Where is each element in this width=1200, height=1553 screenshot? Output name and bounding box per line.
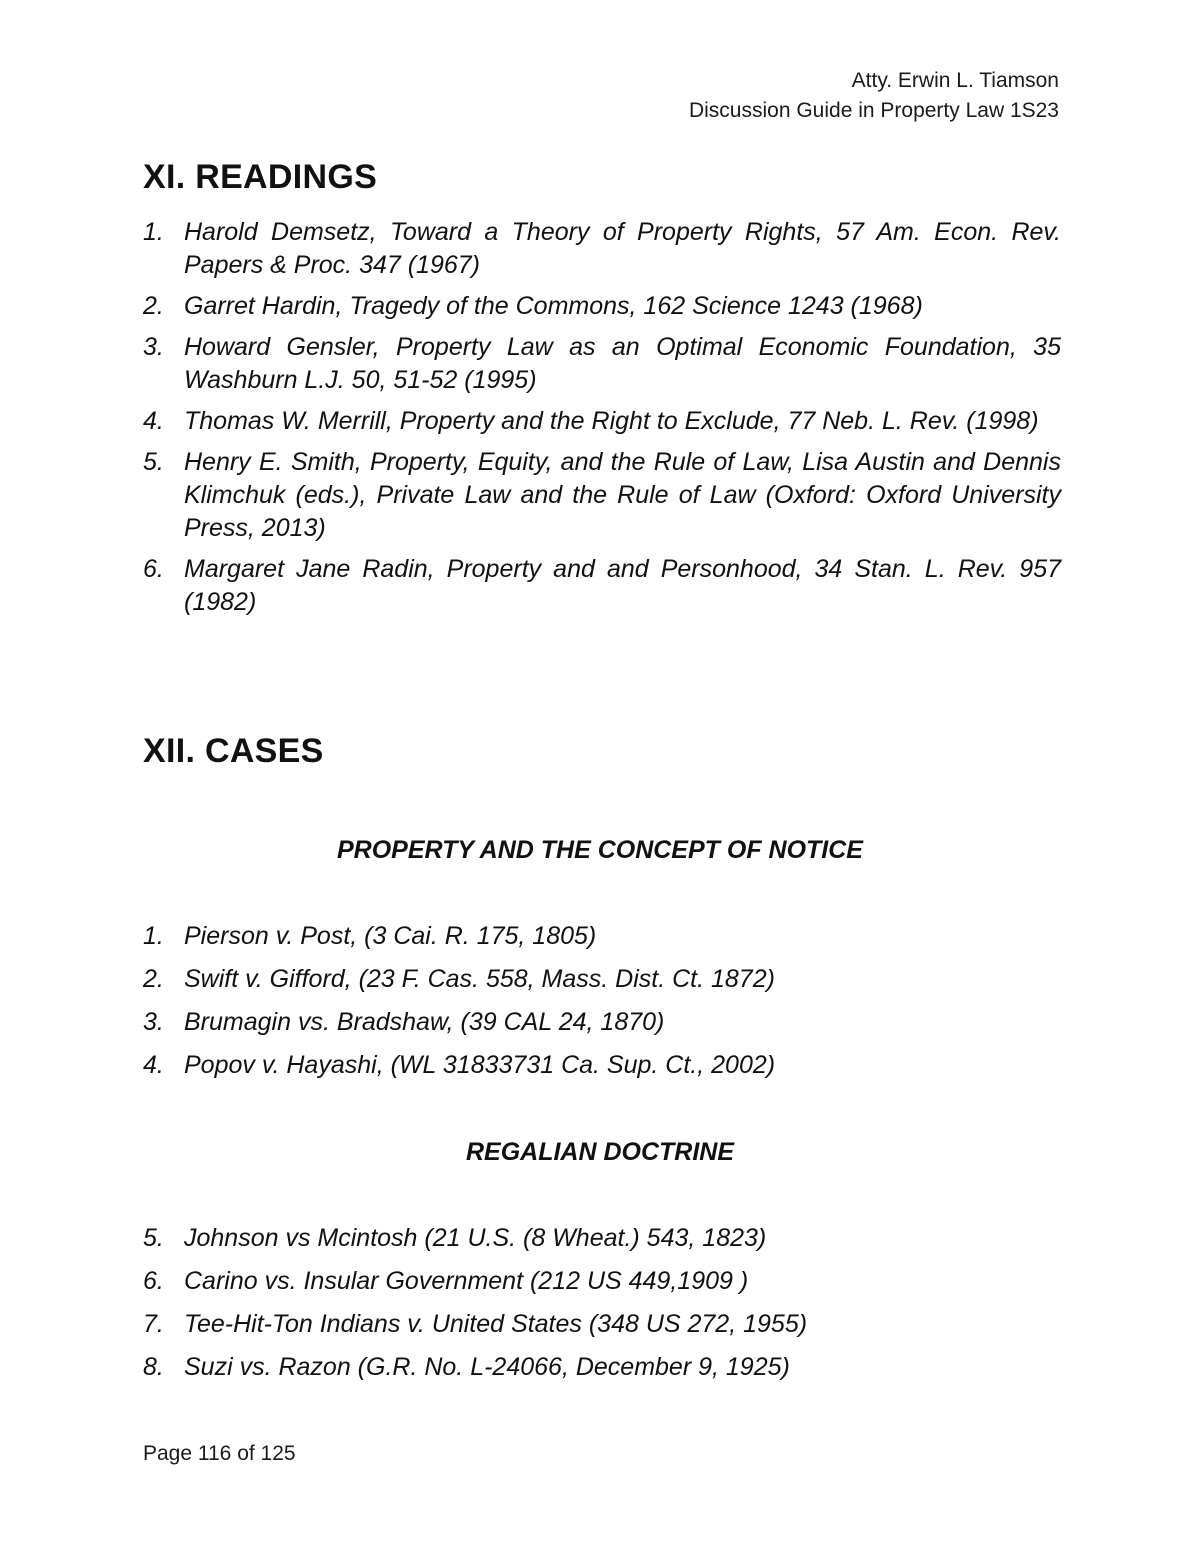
- list-item: [143, 405, 1061, 438]
- regalian-subheading: REGALIAN DOCTRINE: [465, 1138, 735, 1166]
- item-text: Suzi vs. Razon (G.R. No. L-24066, December 9, 1925): [184, 1353, 790, 1381]
- item-number: 2.: [143, 965, 164, 993]
- readings-section-title: XI. READINGS: [143, 158, 378, 196]
- list-item: [143, 1265, 1061, 1298]
- page-number: Page 116 of 125: [143, 1442, 296, 1465]
- item-text: Johnson vs Mcintosh (21 U.S. (8 Wheat.) 543, 1823): [184, 1224, 767, 1252]
- header-author: Atty. Erwin L. Tiamson: [851, 69, 1059, 92]
- item-text: Garret Hardin, Tragedy of the Commons, 162 Science 1243 (1968): [184, 292, 923, 320]
- item-number: 2.: [143, 292, 164, 320]
- list-item: [143, 553, 1061, 619]
- item-text: Pierson v. Post, (3 Cai. R. 175, 1805): [184, 922, 597, 950]
- item-text: Thomas W. Merrill, Property and the Right to Exclude, 77 Neb. L. Rev. (1998): [184, 407, 1039, 435]
- item-number: 1.: [143, 218, 164, 246]
- list-item: [143, 920, 1061, 953]
- item-text: Popov v. Hayashi, (WL 31833731 Ca. Sup. Ct., 2002): [184, 1051, 776, 1079]
- item-number: 7.: [143, 1310, 164, 1338]
- list-item: [143, 290, 1061, 323]
- item-text: Swift v. Gifford, (23 F. Cas. 558, Mass. Dist. Ct. 1872): [184, 965, 775, 993]
- list-item: [143, 1006, 1061, 1039]
- cases-section-title: XII. CASES: [143, 732, 324, 770]
- item-number: 4.: [143, 1051, 164, 1079]
- notice-cases-list: [143, 920, 1061, 1092]
- notice-subheading: PROPERTY AND THE CONCEPT OF NOTICE: [337, 836, 863, 864]
- readings-list: [143, 216, 1061, 627]
- item-number: 5.: [143, 1224, 164, 1252]
- item-number: 3.: [143, 333, 164, 361]
- item-number: 6.: [143, 1267, 164, 1295]
- item-number: 5.: [143, 448, 164, 476]
- item-text: Carino vs. Insular Government (212 US 449,1909 ): [184, 1267, 749, 1295]
- list-item: [143, 216, 1061, 282]
- page-header: [689, 66, 1059, 126]
- item-text: Howard Gensler, Property Law as an Optimal Economic Foundation, 35 Washburn L.J. 50, 51-52 (1995): [184, 333, 1061, 394]
- list-item: [143, 331, 1061, 397]
- list-item: [143, 1222, 1061, 1255]
- item-text: Henry E. Smith, Property, Equity, and the Rule of Law, Lisa Austin and Dennis Klimchuk (eds.), Private Law and the Rule of Law (Oxford: Oxford University Press, 2013): [184, 448, 1061, 542]
- item-text: Harold Demsetz, Toward a Theory of Property Rights, 57 Am. Econ. Rev. Papers & Proc. 347 (1967): [184, 218, 1061, 279]
- item-number: 1.: [143, 922, 164, 950]
- list-item: [143, 963, 1061, 996]
- item-text: Tee-Hit-Ton Indians v. United States (348 US 272, 1955): [184, 1310, 808, 1338]
- list-item: [143, 446, 1061, 545]
- list-item: [143, 1049, 1061, 1082]
- item-text: Margaret Jane Radin, Property and and Personhood, 34 Stan. L. Rev. 957 (1982): [184, 555, 1061, 616]
- item-number: 3.: [143, 1008, 164, 1036]
- header-course: Discussion Guide in Property Law 1S23: [688, 99, 1059, 122]
- item-number: 8.: [143, 1353, 164, 1381]
- list-item: [143, 1351, 1061, 1384]
- item-number: 4.: [143, 407, 164, 435]
- item-text: Brumagin vs. Bradshaw, (39 CAL 24, 1870): [184, 1008, 665, 1036]
- regalian-cases-list: [143, 1222, 1061, 1394]
- list-item: [143, 1308, 1061, 1341]
- item-number: 6.: [143, 555, 164, 583]
